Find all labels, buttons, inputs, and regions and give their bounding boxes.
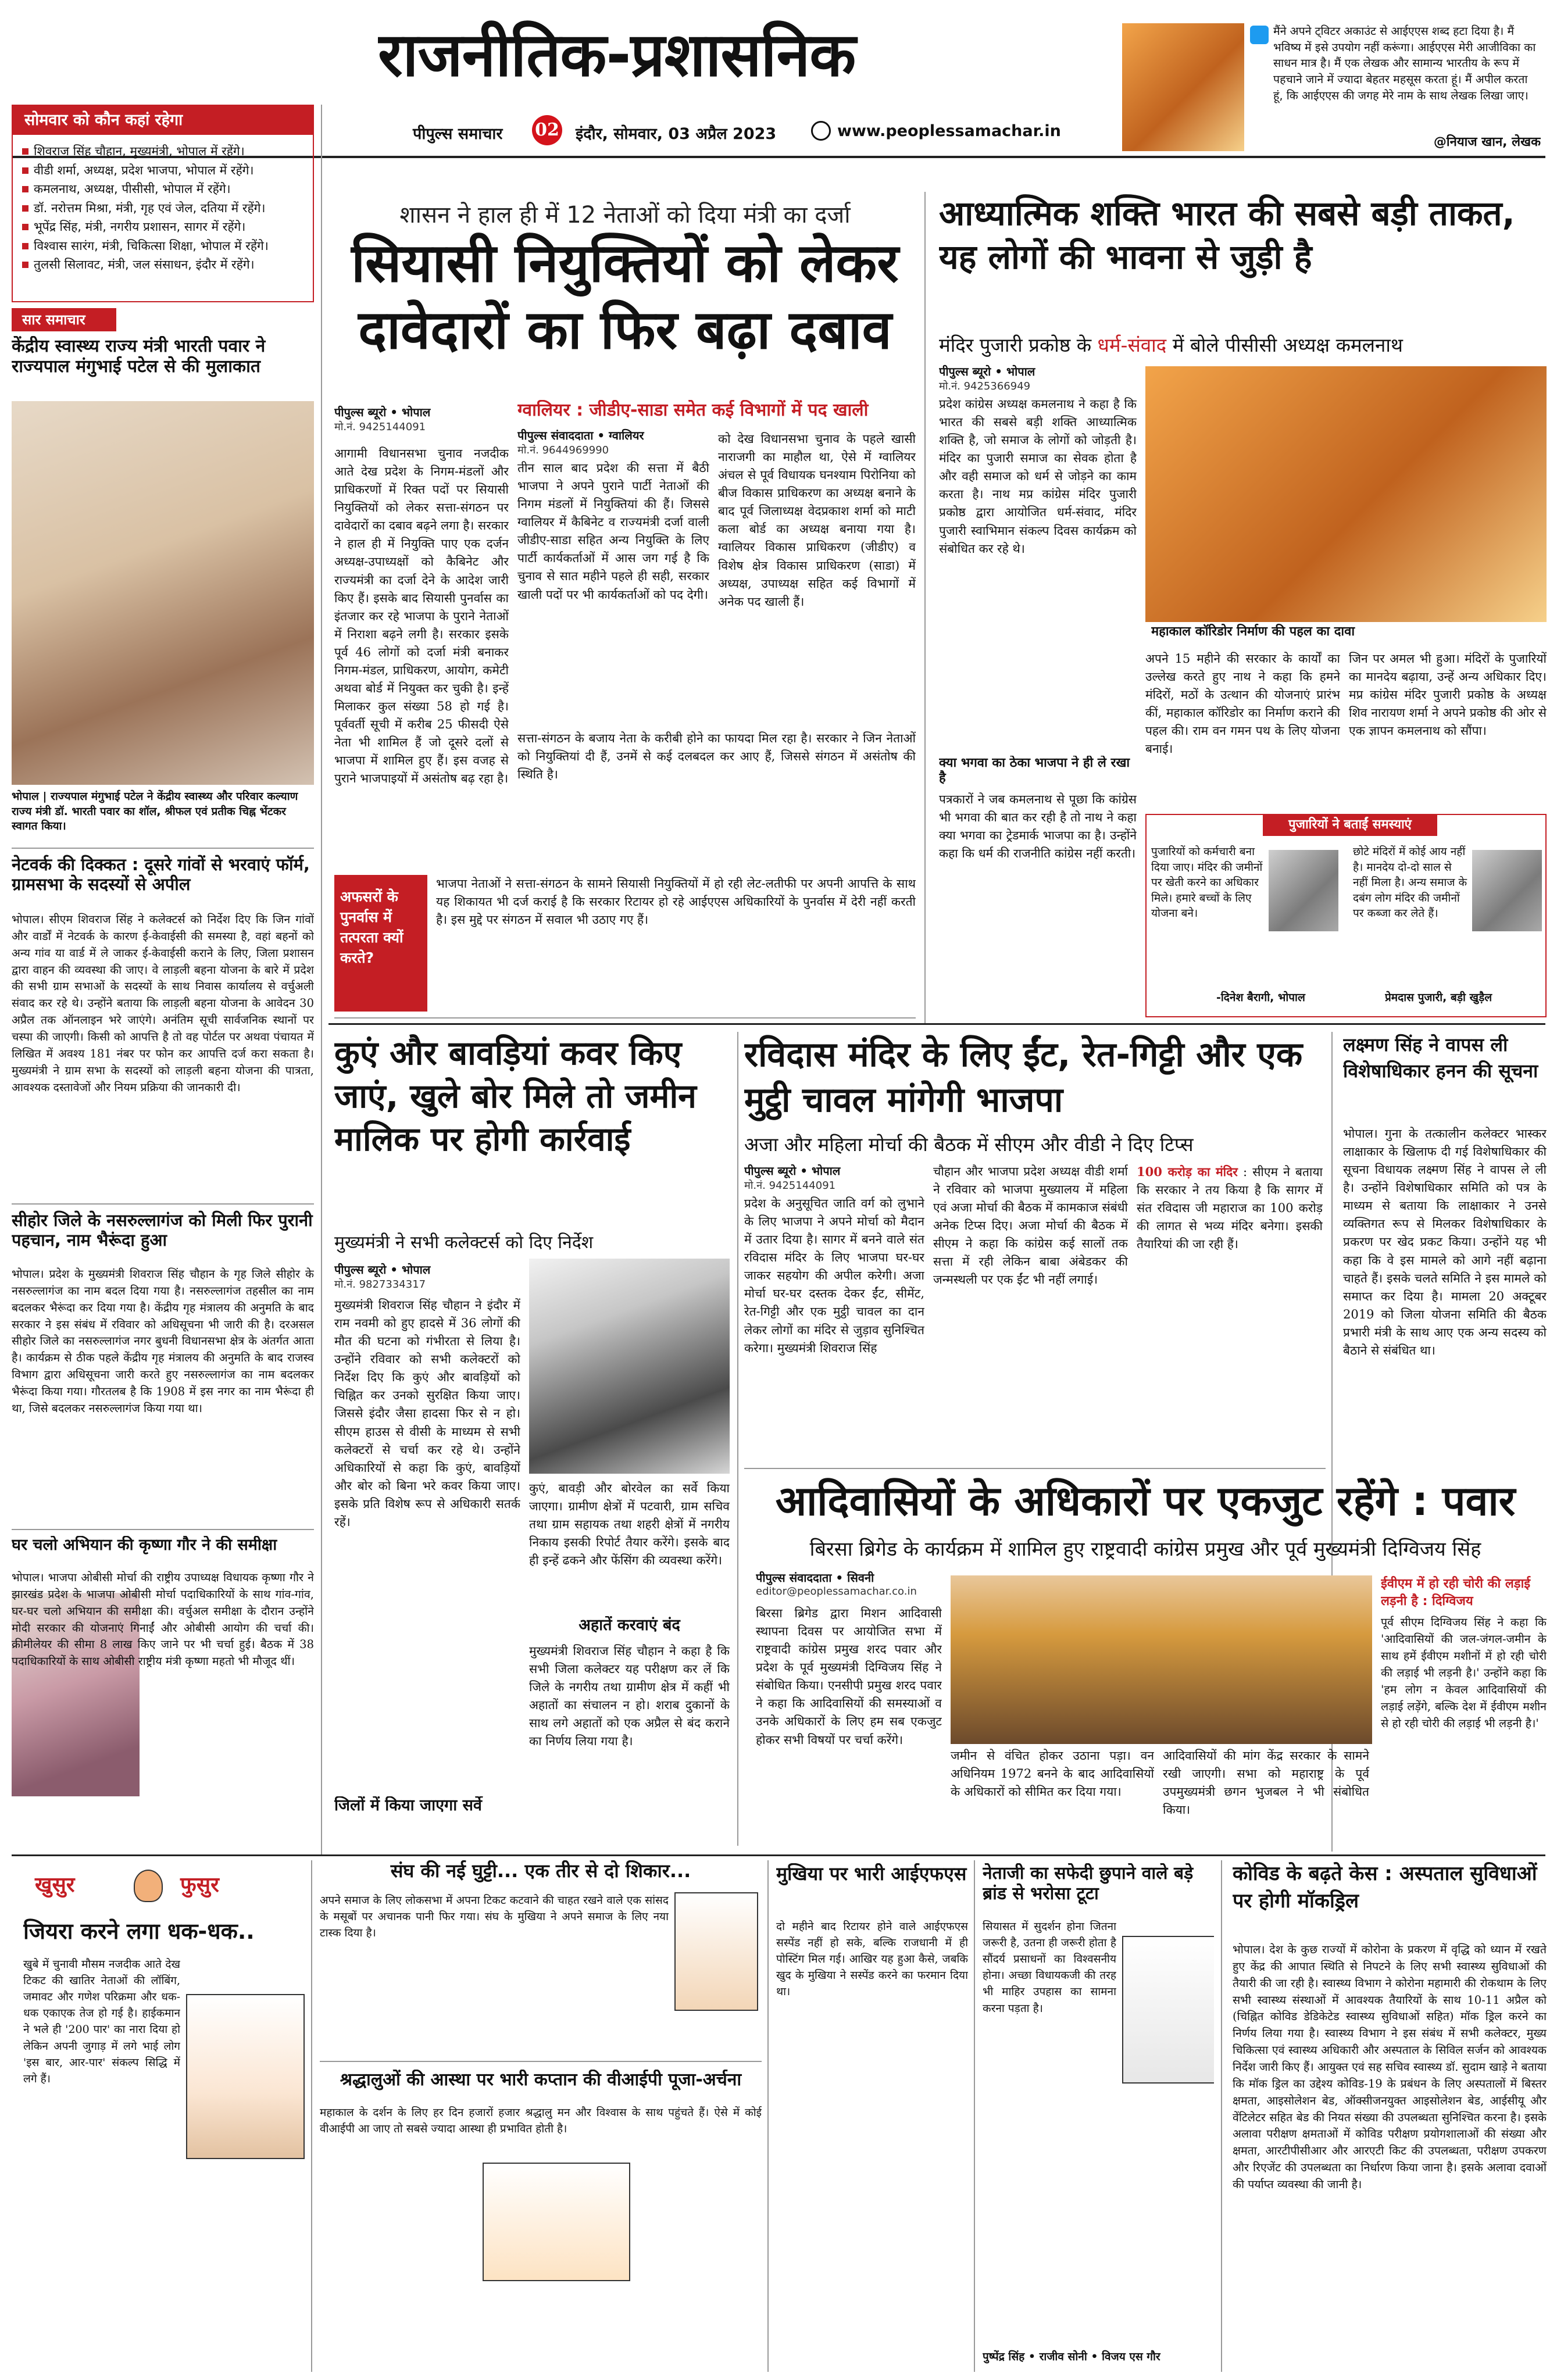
list-item: शिवराज सिंह चौहान, मुख्यमंत्री, भोपाल में रहेंगे।	[21, 142, 312, 161]
mobile: मो.नं. 9425144091	[334, 421, 426, 433]
fusur-label: फुसुर	[180, 1873, 219, 1897]
problems-box	[1145, 814, 1547, 1017]
schedule-list	[21, 142, 312, 274]
list-item: कमलनाथ, अध्यक्ष, पीसीसी, भोपाल में रहेंगे।	[21, 180, 312, 199]
khusur-credits: पुष्पेंद्र सिंह • राजीव सोनी • विजय एस गौर	[983, 2350, 1160, 2363]
wells-body: मुख्यमंत्री शिवराज सिंह चौहान ने इंदौर में राम नवमी को हुए हादसे में 36 लोगों की मौत की घटना को गंभीरता से लिया है। उन्होंने रविवार को सभी कलेक्टरों को निर्देश दिए कि कुएं और बावड़ियों को चिह्नित कर उनको सुरक्षित किया जाए। जिससे इंदौर जैसा हादसा फिर से न हो। सीएम हाउस से वीसी के माध्यम से सभी कलेक्टरों से चर्चा कर रहे थे। उन्होंने अधिकारियों से कहा कि कुएं, बावड़ियों और बोर को बिना भरे कवर किया जाए। इसके प्रति विशेष रूप से अधिकारी सतर्क रहें।	[334, 1298, 520, 1529]
tweet-text: मैंने अपने ट्विटर अकाउंट से आईएएस शब्द हटा दिया है। मैं भविष्य में इसे उपयोग नहीं करूंगा। आईएएस मेरी आजीविका का साधन मात्र है। मैं एक लेखक और सामान्य भारतीय के रूप में पहचाने जाने में ज्यादा बेहतर महसूस करता हूं। मैं अपील करता हूं, कि आईएएस की जगह मेरे नाम के साथ लेखक लिखा जाए।	[1273, 24, 1536, 102]
ravidas-sub: अजा और महिला मोर्चा की बैठक में सीएम और वीडी ने दिए टिप्स	[744, 1133, 1194, 1156]
ravidas-body: प्रदेश के अनुसूचित जाति वर्ग को लुभाने के लिए भाजपा ने अपने मोर्चा को मैदान में उतार दिया है। सागर में बनने वाले संत रविदास मंदिर के लिए भाजपा घर-घर जाकर सहयोग की अपील करेगी। अजा मोर्चा घर-घर दस्तक देकर ईंट, सीमेंट, रेत-गिट्टी और एक मुट्ठी चावल का दान लेकर लोगों का मंदिर से जुड़ाव सुनिश्चित करेगा। मुख्यमंत्री शिवराज सिंह	[744, 1196, 924, 1355]
spiritual-body-3: अपने 15 महीने की सरकार के कार्यों का उल्लेख करते हुए नाथ ने कहा कि हमने मंदिरों, मठों के उत्थान की योजनाएं प्रारंभ कीं, महाकाल कॉरिडोर का निर्माण कराने की पहल की। राम वन गमन पथ के लिए योजना बनाई।	[1145, 652, 1340, 756]
list-item: भूपेंद्र सिंह, मंत्री, नगरीय प्रशासन, सागर में रहेंगे।	[21, 217, 312, 237]
ear-icon	[134, 1870, 163, 1902]
wells-sub: मुख्यमंत्री ने सभी कलेक्टर्स को दिए निर्देश	[334, 1232, 594, 1253]
tribal-body-3: आदिवासियों की मांग केंद्र सरकार के सामने रखी जाएगी। सभा को महाराष्ट्र के पूर्व उपमुख्यमंत्री छगन भुजबल ने भी संबोधित किया।	[1163, 1749, 1369, 1817]
khusur-body-5: सियासत में सुदर्शन होना जितना जरूरी है, उतना ही जरूरी होता है सौंदर्य प्रसाधनों का विश्वसनीय होना। अच्छा विधायकजी की तरह भी माहिर उपहास का सामना करना पड़ता है।	[983, 1920, 1116, 2015]
twitter-box	[1122, 23, 1547, 154]
khusur-body-4: दो महीने बाद रिटायर होने वाले आईएफएस सस्पेंड नहीं हो सके, बल्कि राजधानी में ही पोस्टिंग मिल गई। आखिर यह हुआ कैसे, जबकि खुद के मुखिया ने सस्पेंड करने का फरमान दिया था।	[776, 1920, 968, 1999]
brief-headline-1: केंद्रीय स्वास्थ्य राज्य मंत्री भारती पवार ने राज्यपाल मंगुभाई पटेल से की मुलाकात	[12, 336, 266, 377]
digvijay-headline: ईवीएम में हो रही चोरी की लड़ाई लड़नी है : दिग्विजय	[1381, 1577, 1531, 1609]
lead-subkicker: ग्वालियर : जीडीए-साडा समेत कई विभागों में पद खाली	[517, 400, 869, 420]
problem-quote-1: पुजारियों को कर्मचारी बना दिया जाए। मंदिर की जमीनों पर खेती करने का अधिकार मिले। हमारे बच्चों के लिए योजना बने।	[1151, 845, 1263, 920]
page-number: 02	[532, 115, 562, 145]
cartoon-2	[674, 1892, 758, 2011]
lead-column-2: तीन साल बाद प्रदेश की सत्ता में बैठी भाजपा ने अपने पुराने पार्टी नेताओं की निगम मंडलों में नियुक्तियां की हैं। जिससे ग्वालियर में कैबिनेट व राज्यमंत्री दर्जा वाली जीडीए-साडा सहित अन्य नियुक्ति के लिए पार्टी कार्यकर्ताओं में आस जग गई है कि चुनाव से सात महीने पहले ही सही, सरकार खाली पदों पर भी कार्यकर्ताओं को पद देगी।	[517, 461, 709, 602]
brief-caption-1: भोपाल | राज्यपाल मंगुभाई पटेल ने केंद्रीय स्वास्थ्य और परिवार कल्याण राज्य मंत्री डॉ. भारती पवार का शॉल, श्रीफल एवं प्रतीक चिह्न भेंटकर स्वागत किया।	[12, 790, 298, 833]
list-item: वीडी शर्मा, अध्यक्ष, प्रदेश भाजपा, भोपाल में रहेंगे।	[21, 161, 312, 180]
brief-headline-2: नेटवर्क की दिक्कत : दूसरे गांवों से भरवाएं फॉर्म, ग्रामसभा के सदस्यों से अपील	[12, 855, 310, 895]
wells-subhead-1: जिलों में किया जाएगा सर्वे	[334, 1796, 482, 1814]
priest-photo-1	[1269, 850, 1338, 931]
byline: पीपुल्स ब्यूरो • भोपाल	[334, 405, 431, 419]
khusur-body-3: महाकाल के दर्शन के लिए हर दिन हजारों हजार श्रद्धालु मन और विश्वास के साथ पहुंचते हैं। ऐसे में कोई वीआईपी आ जाए तो सबसे ज्यादा आस्था ही प्रभावित होती है।	[320, 2106, 762, 2136]
sar-samachar-label: सार समाचार	[12, 308, 116, 331]
cartoon-4	[1122, 1936, 1214, 2084]
wells-body-2: कुएं, बावड़ी और बोरवेल का सर्वे किया जाएगा। ग्रामीण क्षेत्रों में पटवारी, ग्राम सचिव तथा ग्राम सहायक तथा शहरी क्षेत्रों में नगरीय निकाय इसकी रिपोर्ट तैयार करेंगे। इसके बाद ही इन्हें ढकने और फेंसिंग की व्यवस्था करेंगे।	[529, 1481, 730, 1568]
sidebar-label: अफसरों के पुनर्वास में तत्परता क्यों करते?	[334, 875, 427, 1012]
wells-headline: कुएं और बावड़ियां कवर किए जाएं, खुले बोर मिले तो जमीन मालिक पर होगी कार्रवाई	[334, 1034, 697, 1159]
tribal-byline-block	[756, 1570, 936, 1604]
laxman-headline: लक्ष्मण सिंह ने वापस ली विशेषाधिकार हनन की सूचना	[1343, 1034, 1538, 1082]
twitter-icon	[1250, 26, 1269, 44]
lead-column-4: सत्ता-संगठन के बजाय नेता के करीबी होने का फायदा मिल रहा है। सरकार ने जिन नेताओं को नियुक्तियां दी हैं, उनमें से कई दलबदल कर आए हैं, जिससे संगठन में असंतोष की स्थिति है।	[517, 731, 916, 782]
priest-photo-2	[1472, 850, 1542, 931]
khusur-label: खुसुर	[35, 1873, 75, 1897]
globe-icon	[811, 121, 831, 141]
problem-author-1: -दिनेश बैरागी, भोपाल	[1216, 991, 1305, 1004]
brief-headline-4: घर चलो अभियान की कृष्णा गौर ने की समीक्षा	[12, 1536, 277, 1554]
khusur-headline-2: संघ की नई घुट्टी... एक तीर से दो शिकार...	[390, 1860, 691, 1882]
mobile: मो.नं. 9644969990	[517, 444, 609, 456]
byline: पीपुल्स ब्यूरो • भोपाल	[744, 1164, 841, 1178]
lead-column-3: को देख विधानसभा चुनाव के पहले खासी नाराजगी का माहौल था, ऐसे में ग्वालियर अंचल से पूर्व विधायक घनश्याम पिरोनिया को बीज विकास प्राधिकरण का अध्यक्ष बनाने के बाद पूर्व जिलाध्यक्ष वेदप्रकाश शर्मा को माटी कला बोर्ड का अध्यक्ष बनाया गया है। ग्वालियर विकास प्राधिकरण (जीडीए) व विशेष क्षेत्र विकास प्राधिकरण (साडा) में अध्यक्ष, उपाध्यक्ष सहित कई विभागों में अनेक पद खाली हैं।	[718, 432, 916, 609]
brief-headline-3: सीहोर जिले के नसरुल्लागंज को मिली फिर पुरानी पहचान, नाम भैरूंदा हुआ	[12, 1210, 313, 1250]
box-label: 100 करोड़ का मंदिर	[1137, 1164, 1238, 1179]
lead-column-1: आगामी विधानसभा चुनाव नजदीक आते देख प्रदेश के निगम-मंडलों और प्राधिकरणों में रिक्त पदों पर सियासी नियुक्तियों को लेकर सत्ता-संगठन पर दावेदारों का दबाव बढ़ने लगा है। सरकार ने हाल ही में नियुक्ति पाए एक दर्जन अध्यक्ष-उपाध्यक्षों को कैबिनेट और राज्यमंत्री का दर्जा देने के आदेश जारी किए हैं। इसके बाद सियासी पुनर्वास का इंतजार कर रहे भाजपा के पुराने नेताओं में निराशा बढ़ने लगी है। सरकार इसके पूर्व 46 लोगों को दर्जा मंत्री बनाकर निगम-मंडल, प्राधिकरण, आयोग, कमेटी अथवा बोर्ड में नियुक्त कर चुकी है। इन्हें मिलाकर कुल संख्या 58 हो गई है। पूर्ववर्ती सूची में करीब 25 फीसदी ऐसे नेता भी शामिल हैं जो दूसरे दलों से भाजपा में शामिल हुए हैं। इस वजह से पुराने भाजपाइयों में असंतोष बढ़ रहा है।	[334, 446, 509, 786]
khusur-headline-1: जियरा करने लगा धक-धक..	[23, 1918, 255, 1944]
spiritual-subhead: मंदिर पुजारी प्रकोष्ठ के धर्म-संवाद में बोले पीसीसी अध्यक्ष कमलनाथ	[939, 334, 1403, 356]
tribal-headline: आदिवासियों के अधिकारों पर एकजुट रहेंगे : पवार	[775, 1477, 1516, 1525]
brief-body-2: भोपाल। सीएम शिवराज सिंह ने कलेक्टर्स को निर्देश दिए कि जिन गांवों और वार्डों में नेटवर्क के कारण ई-केवाईसी की समस्या है, वहां बहनों को अन्य गांव या वार्ड में ले जाकर ई-केवाईसी कराने के लिए, जिला प्रशासन द्वारा वाहन की व्यवस्था की जाए। वे लाड़ली बहना योजना के बारे में प्रदेश की सभी ग्राम सभाओं के सदस्यों के साथ निवास कार्यालय से वर्चुअली संवाद कर रहे थे। उन्होंने बताया कि लाड़ली बहना योजना के आवेदन 30 अप्रैल तक ऑनलाइन भरे जाएंगे। अनंतिम सूची सार्वजनिक स्थानों पर चस्पा की जाएगी। किसी को आपत्ति है तो वह पोर्टल पर अथवा पंचायत में लिखित में अवश्य 181 नंबर पर फोन कर आपत्ति दर्ज करा सकता है। मुख्यमंत्री ने ग्राम सभा के सदस्यों को लाड़ली बहना योजना की पात्रता, आवश्यक दस्तावेजों और नियम प्रक्रिया की जानकारी दी।	[12, 913, 314, 1094]
schedule-title: सोमवार को कौन कहां रहेगा	[13, 106, 314, 135]
byline: पीपुल्स ब्यूरो • भोपाल	[939, 364, 1035, 378]
brief-photo-1	[12, 401, 314, 785]
khusur-body-2: अपने समाज के लिए लोकसभा में अपना टिकट कटवाने की चाहत रखने वाले एक सांसद के मसूबों पर अचानक पानी फिर गया। संघ के मुखिया ने अपने समाज के लिए नया टास्क दिया है।	[320, 1894, 669, 1940]
section-title: राजनीतिक-प्रशासनिक	[378, 19, 856, 90]
problem-author-2: प्रेमदास पुजारी, बड़ी खुड़ैल	[1385, 991, 1492, 1004]
wells-body-3: मुख्यमंत्री शिवराज सिंह चौहान ने कहा है कि सभी जिला कलेक्टर यह परीक्षण कर लें कि जिले के नगरीय तथा ग्रामीण क्षेत्र में कहीं भी अहातों का संचालन न हो। शराब दुकानों के साथ लगे अहातों को एक अप्रैल से बंद कराने का निर्णय लिया गया है।	[529, 1644, 730, 1749]
tribal-body-2: जमीन से वंचित होकर उठाना पड़ा। वन अधिनियम 1972 बनने के बाद आदिवासियों के अधिकारों को सीमित कर दिया गया।	[951, 1749, 1154, 1799]
digvijay-box	[1381, 1575, 1547, 1849]
lead-byline-block	[334, 404, 509, 439]
lead-headline: सियासी नियुक्तियों को लेकर दावेदारों का फिर बढ़ा दबाव	[351, 232, 899, 361]
list-item: डॉ. नरोत्तम मिश्रा, मंत्री, गृह एवं जेल, दतिया में रहेंगे।	[21, 199, 312, 218]
sidebar-text: भाजपा नेताओं ने सत्ता-संगठन के सामने सियासी नियुक्तियों में हो रही लेट-लतीफी पर अपनी आपत्ति के साथ यह शिकायत भी दर्ज कराई है कि सरकार रिटायर हो रहे आईएएस अधिकारियों के पुनर्वास में देरी नहीं करती है। इस मुद्दे पर संगठन में सवाल भी उठाए गए हैं।	[436, 877, 916, 927]
byline: पीपुल्स ब्यूरो • भोपाल	[334, 1263, 431, 1277]
problems-label: पुजारियों ने बताईं समस्याएं	[1263, 814, 1437, 836]
tribal-sub: बिरसा ब्रिगेड के कार्यक्रम में शामिल हुए राष्ट्रवादी कांग्रेस प्रमुख और पूर्व मुख्यमंत्री दिग्विजय सिंह	[809, 1538, 1481, 1561]
tweet-author: @नियाज खान, लेखक	[1433, 135, 1541, 149]
khusur-headline-4: मुखिया पर भारी आईएफएस	[776, 1863, 967, 1885]
problem-quote-2: छोटे मंदिरों में कोई आय नहीं है। मानदेय दो-दो साल से नहीं मिला है। अन्य समाज के दबंग लोग मंदिर की जमीनों पर कब्जा कर लेते हैं।	[1353, 845, 1467, 920]
cartoon-3	[483, 2163, 630, 2281]
spiritual-caption: महाकाल कॉरिडोर निर्माण की पहल का दावा	[1151, 624, 1355, 639]
lead-sidebar	[334, 875, 916, 1012]
spiritual-subhead-2: क्या भगवा का ठेका भाजपा ने ही ले रखा है	[939, 756, 1130, 785]
website[interactable]: www.peoplessamachar.in	[837, 122, 1061, 140]
sub-byline-block	[517, 427, 709, 456]
lead-kicker: शासन ने हाल ही में 12 नेताओं को दिया मंत्री का दर्जा	[399, 202, 851, 228]
brief-body-3: भोपाल। प्रदेश के मुख्यमंत्री शिवराज सिंह चौहान के गृह जिले सीहोर के नसरुल्लागंज का नाम बदल दिया गया है। नसरुल्लागंज तहसील का नाम बदलकर भैरूंदा कर दिया गया है। केंद्रीय गृह मंत्रालय की अनुमति के बाद सरकार ने इस संबंध में रविवार को अधिसूचना भी जारी की है। दरअसल सीहोर जिले का नसरुल्लागंज नगर बुधनी विधानसभा क्षेत्र के अंतर्गत आता है। कार्यक्रम से ठीक पहले केंद्रीय गृह मंत्रालय की अनुमति के बाद राजस्व विभाग द्वारा अधिसूचना जारी करते हुए नसरुल्लागंज का नाम बदलकर भैरूंदा किया गया। गौरतलब है कि 1908 में इस नगर का नाम भैरूंदा ही था, जिसे बदलकर नसरुल्लागंज किया गया था।	[12, 1267, 314, 1415]
ravidas-byline-block	[744, 1163, 924, 1192]
cartoon-1	[186, 1994, 305, 2159]
wells-byline-block	[334, 1262, 520, 1291]
spiritual-photo	[1145, 366, 1547, 622]
ravidas-box	[1137, 1163, 1323, 1462]
ravidas-body-2: चौहान और भाजपा प्रदेश अध्यक्ष वीडी शर्मा ने रविवार को भाजपा मुख्यालय में महिला एवं अजा मोर्चा की बैठक में कामकाज संबंधी अनेक टिप्स दिए। अजा मोर्चा की बैठक में सीएम ने कहा कि कांग्रेस कई सालों तक सत्ता में रही लेकिन बाबा अंबेडकर की जन्मस्थली पर एक ईंट भी नहीं लगाई।	[933, 1164, 1128, 1287]
spiritual-body-4: जिन पर अमल भी हुआ। मंदिरों के पुजारियों का मानदेय बढ़ाया, उन्हें अन्य अधिकार दिए। मप्र कांग्रेस मंदिर पुजारी प्रकोष्ठ के अध्यक्ष शिव नारायण शर्मा ने अपने प्रकोष्ठ की ओर से एक ज्ञापन कमलनाथ को सौंपा।	[1349, 652, 1547, 738]
khusur-fusur	[12, 1860, 1214, 2372]
list-item: तुलसी सिलावट, मंत्री, जल संसाधन, इंदौर में रहेंगे।	[21, 255, 312, 274]
tribal-photo	[951, 1575, 1372, 1744]
khusur-body-1: खुबे में चुनावी मौसम नजदीक आते देख टिकट की खातिर नेताओं की लॉबिंग, जमावट और गणेश परिक्रमा और धक-धक एकाएक तेज हो गई है। हाईकमान ने भले ही '200 पार' का नारा दिया हो लेकिन अपनी जुगाड़ में लगे भाई लोग 'इस बार, आर-पार' संकल्प सिद्धि में लगे हैं।	[23, 1958, 180, 2085]
masthead	[326, 12, 1093, 163]
dateline: इंदौर, सोमवार, 03 अप्रैल 2023	[576, 125, 777, 143]
digvijay-body: पूर्व सीएम दिग्विजय सिंह ने कहा कि 'आदिवासियों की जल-जंगल-जमीन के साथ हमें ईवीएम मशीनों में हो रही चोरी की लड़ाई भी लड़नी है।' उन्होंने कहा कि 'हम लोग न केवल आदिवासियों की लड़ाई लड़ेंगे, बल्कि देश में ईवीएम मशीन से हो रही चोरी की लड़ाई भी लड़नी है।'	[1381, 1616, 1547, 1730]
spiritual-body-2: पत्रकारों ने जब कमलनाथ से पूछा कि कांग्रेस भी भगवा की बात कर रही है तो नाथ ने कहा क्या भगवा का ट्रेडमार्क भाजपा का है। उन्होंने कहा कि धर्म की राजनीति कांग्रेस नहीं करती।	[939, 792, 1137, 861]
ravidas-box-text: 100 करोड़ का मंदिर : सीएम ने बताया कि सरकार ने तय किया है कि सागर में संत रविदास जी महाराज का 100 करोड़ की लागत से भव्य मंदिर बनेगा। इसकी तैयारियां की जा रही हैं।	[1137, 1164, 1323, 1252]
wells-subhead-2: अहातें करवाएं बंद	[578, 1616, 680, 1634]
spiritual-byline-block	[939, 363, 1113, 392]
spiritual-body: प्रदेश कांग्रेस अध्यक्ष कमलनाथ ने कहा है कि भारत की सबसे बड़ी शक्ति आध्यात्मिक शक्ति है, जो समाज के लोगों को जोड़ती है। मंदिर का पुजारी समाज का सेवक होता है और वही समाज को धर्म से जोड़ने का काम करता है। नाथ मप्र कांग्रेस मंदिर पुजारी प्रकोष्ठ द्वारा आयोजित धर्म-संवाद, मंदिर पुजारी स्वाभिमान संकल्प दिवस कार्यक्रम को संबोधित कर रहे थे।	[939, 397, 1137, 556]
list-item: विश्वास सारंग, मंत्री, चिकित्सा शिक्षा, भोपाल में रहेंगे।	[21, 237, 312, 256]
byline: पीपुल्स संवाददाता • ग्वालियर	[517, 428, 644, 442]
author-photo	[1122, 23, 1244, 151]
spiritual-headline: आध्यात्मिक शक्ति भारत की सबसे बड़ी ताकत, यह लोगों की भावना से जुड़ी है	[939, 194, 1515, 277]
laxman-body: भोपाल। गुना के तत्कालीन कलेक्टर भास्कर लाक्षाकार के खिलाफ दी गई विशेषाधिकार की सूचना विधायक लक्ष्मण सिंह ने वापस ले ली है। उन्होंने विशेषाधिकार समिति को पत्र के माध्यम से बताया कि लाक्षाकार ने उनसे व्यक्तिगत रूप से मिलकर विशेषाधिकार के प्रकरण पर खेद प्रकट किया। उन्होंने यह भी कहा कि वे इस मामले को आगे नहीं बढ़ाना चाहते हैं। इसके चलते समिति ने इस मामले को समाप्त कर दिया है। मामला 20 अक्टूबर 2019 को जिला योजना समिति की बैठक प्रभारी मंत्री के साथ आए एक अन्य सदस्य को बैठाने से संबंधित था।	[1343, 1127, 1547, 1357]
cm-photo	[529, 1259, 730, 1474]
mobile: मो.नं. 9827334317	[334, 1278, 426, 1291]
byline: पीपुल्स संवाददाता • सिवनी	[756, 1571, 874, 1585]
tribal-body: बिरसा ब्रिगेड द्वारा मिशन आदिवासी स्थापना दिवस पर आयोजित सभा में राष्ट्रवादी कांग्रेस प्रमुख शरद पवार और प्रदेश के पूर्व मुख्यमंत्री दिग्विजय सिंह ने संबोधित किया। एनसीपी प्रमुख शरद पवार ने कहा कि आदिवासियों की समस्याओं व उनके अधिकारों के लिए हम सब एकजुट होकर सभी विषयों पर चर्चा करेंगे।	[756, 1606, 942, 1747]
khusur-logo	[23, 1866, 302, 1907]
paper-name: पीपुल्स समाचार	[413, 125, 503, 143]
email[interactable]: editor@peoplessamachar.co.in	[756, 1585, 917, 1598]
khusur-headline-3: श्रद्धालुओं की आस्था पर भारी कप्तान की वीआईपी पूजा-अर्चना	[340, 2070, 742, 2090]
mobile: मो.नं. 9425144091	[744, 1180, 836, 1192]
brief-body-4: भोपाल। भाजपा ओबीसी मोर्चा की राष्ट्रीय उपाध्यक्ष विधायक कृष्णा गौर ने झारखंड प्रदेश के भाजपा ओबीसी मोर्चा पदाधिकारियों के साथ गांव-गांव, घर-घर चलो अभियान की समीक्षा की। वर्चुअल समीक्षा के दौरान उन्होंने मोदी सरकार की योजनाएं गिनाईं और ओबीसी आयोग की चर्चा की। क्रीमीलेयर की सीमा 8 लाख किए जाने पर भी चर्चा हुई। बैठक में 38 पदाधिकारियों के साथ ओबीसी राष्ट्रीय मंत्री कृष्णा महतो भी मौजूद थीं।	[12, 1571, 314, 1668]
covid-headline: कोविड के बढ़ते केस : अस्पताल सुविधाओं पर होगी मॉकड्रिल	[1233, 1862, 1537, 1913]
khusur-headline-5: नेताजी का सफेदी छुपाने वाले बड़े ब्रांड से भरोसा टूटा	[983, 1863, 1194, 1904]
ravidas-headline: रविदास मंदिर के लिए ईंट, रेत-गिट्टी और एक मुट्ठी चावल मांगेगी भाजपा	[744, 1034, 1303, 1120]
mobile: मो.नं. 9425366949	[939, 380, 1031, 392]
covid-body: भोपाल। देश के कुछ राज्यों में कोरोना के प्रकरण में वृद्धि को ध्यान में रखते हुए केंद्र की आपात स्थिति से निपटने के लिए सभी स्वास्थ्य सुविधाओं की तैयारी की जा रही है। स्वास्थ्य विभाग ने कोरोना महामारी की रोकथाम के लिए सभी स्वास्थ्य संस्थाओं में आवश्यक तैयारियों के साथ 10-11 अप्रैल को (चिह्नित कोविड डेडिकेटेड स्वास्थ्य सुविधाओं सहित) मॉक ड्रिल करने का निर्णय लिया गया है। स्वास्थ्य विभाग ने इस संबंध में सभी कलेक्टर, मुख्य चिकित्सा एवं स्वास्थ्य अधिकारी और अस्पताल के सिविल सर्जन को आवश्यक निर्देश जारी किए हैं। आयुक्त एवं सह सचिव स्वास्थ्य डॉ. सुदाम खाड़े ने बताया कि मॉक ड्रिल का उद्देश्य कोविड-19 के प्रबंधन के लिए अस्पतालों में बिस्तर क्षमता, आइसोलेशन बेड, ऑक्सीजनयुक्त आइसोलेशन बेड, आईसीयू और वेंटिलेटर सहित बेड की नियत संख्या की उपलब्धता सुनिश्चित करना है। इसके अलावा परीक्षण क्षमताओं में कोविड परीक्षण प्रयोगशालाओं की संख्या और क्षमता, आरटीपीसीआर और आरएटी किट की उपलब्धता, परीक्षण उपकरण और रिएजेंट की उपलब्धता का निर्धारण किया जाना है। इसके अलावा दवाओं की पर्याप्त व्यवस्था की जानी है।	[1233, 1943, 1547, 2192]
schedule-box	[12, 105, 314, 302]
